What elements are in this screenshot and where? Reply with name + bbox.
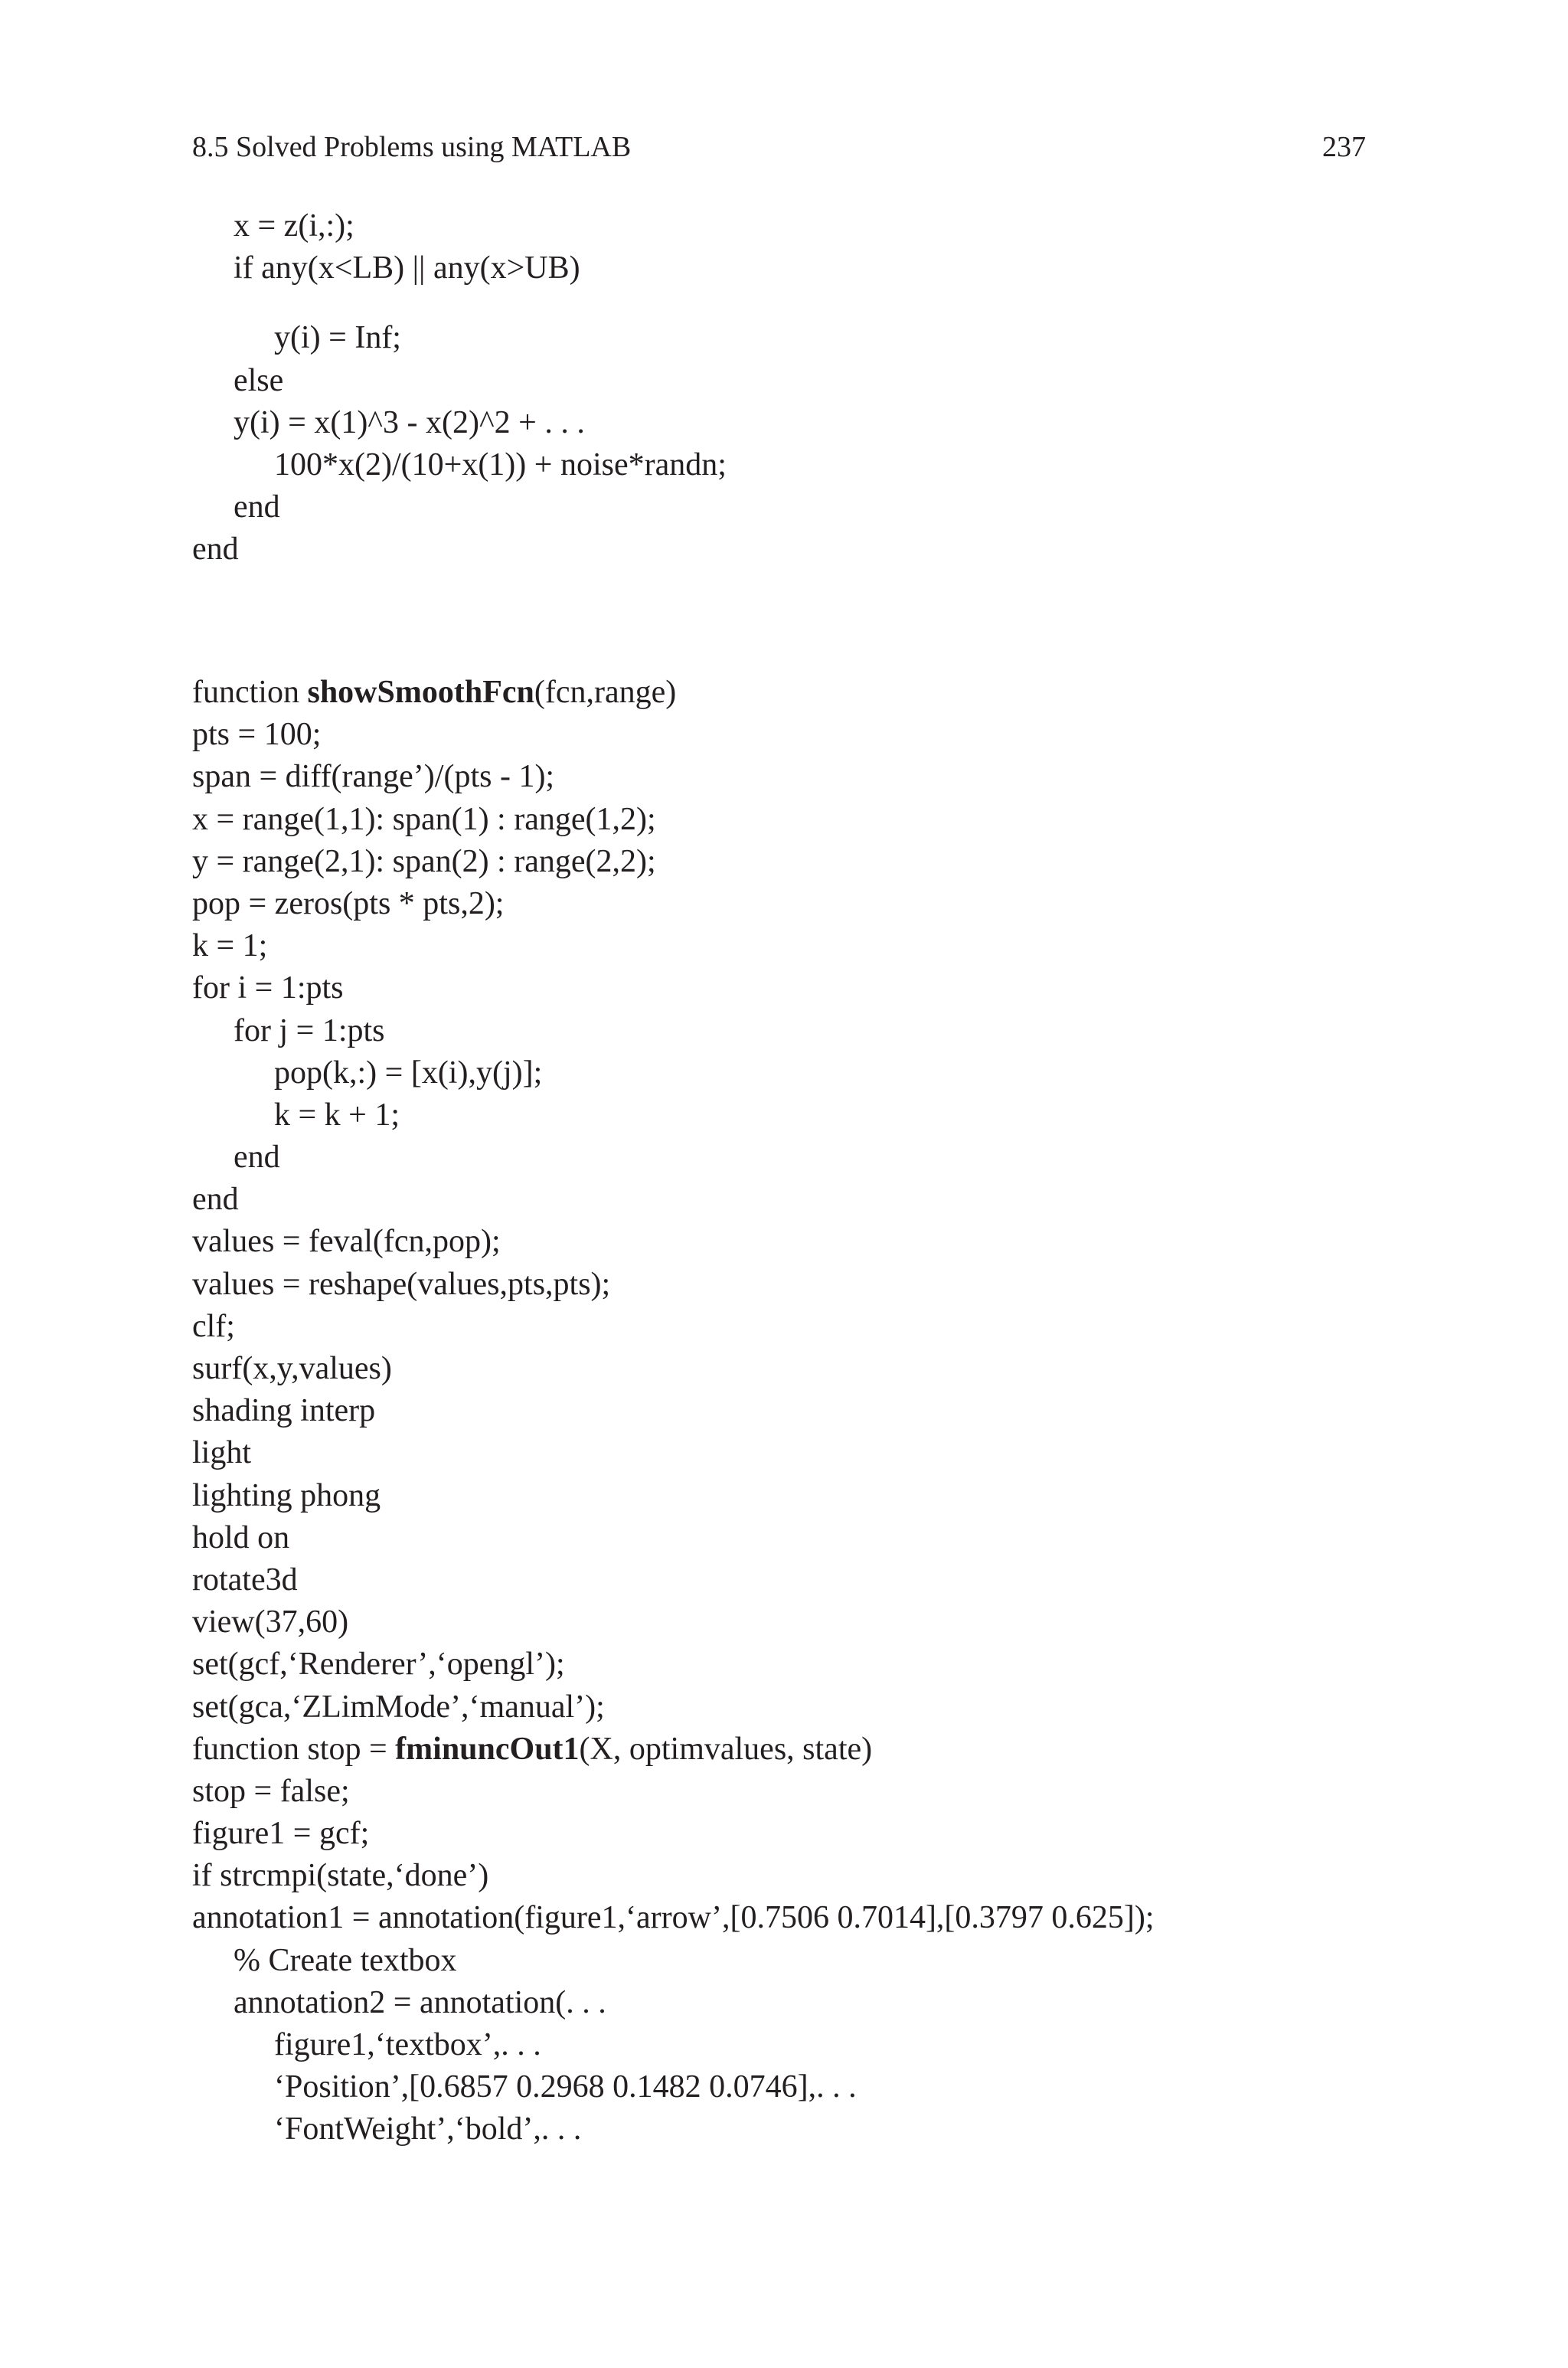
function-signature-fminuncout1: [192, 1729, 1417, 1771]
code-line: x = z(i,:);: [234, 208, 354, 244]
code-line: lighting phong: [192, 1477, 381, 1513]
code-line: surf(x,y,values): [192, 1351, 392, 1386]
code-comment: % Create textbox: [234, 1942, 457, 1978]
code-line: pop(k,:) = [x(i),y(j)];: [274, 1055, 543, 1091]
code-line: pts = 100;: [192, 717, 322, 753]
code-line: shading interp: [192, 1393, 376, 1429]
code-line: if strcmpi(state,‘done’): [192, 1858, 489, 1894]
code-line: y(i) = x(1)^3 - x(2)^2 + . . .: [234, 404, 585, 440]
code-line: stop = false;: [192, 1773, 350, 1809]
keyword-function: function stop =: [192, 1731, 396, 1767]
code-line: hold on: [192, 1519, 290, 1555]
code-line: k = 1;: [192, 928, 268, 964]
code-line: figure1 = gcf;: [192, 1816, 370, 1852]
code-line: rotate3d: [192, 1562, 298, 1598]
running-head: [192, 129, 1366, 165]
code-line: annotation2 = annotation(. . .: [234, 1984, 606, 2020]
code-line: y(i) = Inf;: [274, 320, 401, 356]
code-line: light: [192, 1435, 252, 1471]
code-line: end: [234, 489, 280, 525]
function-name: showSmoothFcn: [307, 675, 534, 710]
code-line: else: [234, 362, 284, 398]
function-name: fminuncOut1: [395, 1731, 580, 1767]
code-line: y = range(2,1): span(2) : range(2,2);: [192, 843, 656, 879]
code-line: x = range(1,1): span(1) : range(1,2);: [192, 801, 656, 837]
code-line: if any(x<LB) || any(x>UB): [234, 250, 580, 286]
code-block-continuation: [192, 205, 1417, 571]
code-line: for i = 1:pts: [192, 970, 344, 1006]
code-line: ‘Position’,[0.6857 0.2968 0.1482 0.0746],. . .: [274, 2069, 857, 2105]
code-line: end: [192, 1182, 239, 1218]
code-line: ‘FontWeight’,‘bold’,. . .: [274, 2111, 582, 2147]
code-block-functions: [192, 672, 1417, 2151]
code-line: figure1,‘textbox’,. . .: [274, 2027, 541, 2062]
code-line: set(gca,‘ZLimMode’,‘manual’);: [192, 1689, 605, 1725]
code-line: end: [234, 1140, 280, 1176]
function-args: (fcn,range): [534, 675, 677, 710]
function-args: (X, optimvalues, state): [579, 1731, 873, 1767]
code-line: end: [192, 531, 239, 567]
keyword-function: function: [192, 675, 308, 710]
function-signature-showsmoothfcn: [192, 672, 1417, 714]
code-line: span = diff(range’)/(pts - 1);: [192, 759, 555, 795]
code-line: clf;: [192, 1308, 235, 1344]
page-number: 237: [1322, 131, 1366, 163]
code-line: for j = 1:pts: [234, 1012, 385, 1048]
code-line: annotation1 = annotation(figure1,‘arrow’,[0.7506 0.7014],[0.3797 0.625]);: [192, 1900, 1155, 1936]
code-line: pop = zeros(pts * pts,2);: [192, 885, 505, 921]
section-title: 8.5 Solved Problems using MATLAB: [192, 131, 632, 163]
code-line: k = k + 1;: [274, 1097, 400, 1133]
code-line: set(gcf,‘Renderer’,‘opengl’);: [192, 1647, 565, 1683]
code-line: 100*x(2)/(10+x(1)) + noise*randn;: [274, 446, 727, 482]
code-line: values = reshape(values,pts,pts);: [192, 1266, 611, 1302]
code-line: view(37,60): [192, 1604, 349, 1640]
code-line: values = feval(fcn,pop);: [192, 1224, 501, 1260]
